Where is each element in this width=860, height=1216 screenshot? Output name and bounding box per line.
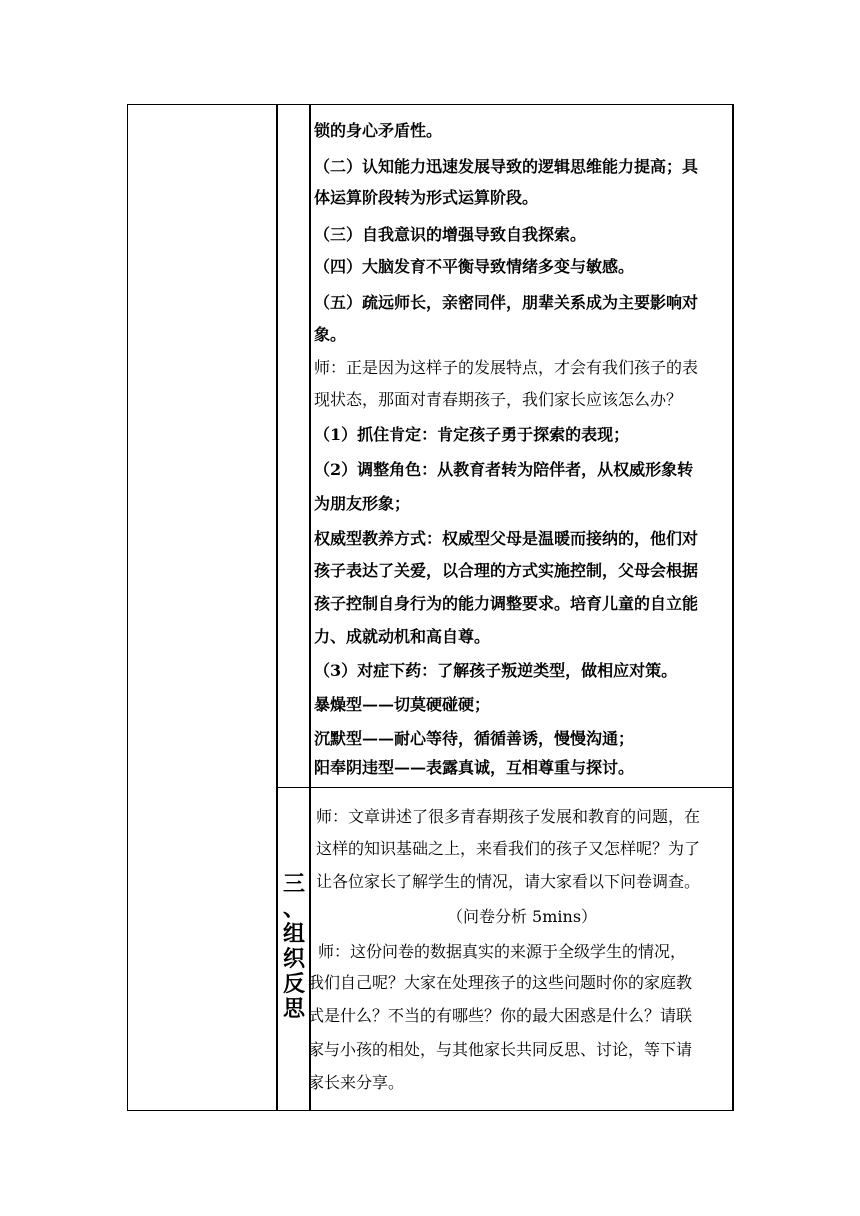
text-line: 师：文章讲述了很多青春期孩子发展和教育的问题，在 (316, 807, 701, 826)
text-line: 锁的身心矛盾性。 (314, 121, 443, 140)
text-line: 孩子控制自身行为的能力调整要求。培育儿童的自立能 (314, 594, 699, 613)
col-divider-1 (276, 104, 278, 1111)
col-divider-2 (309, 104, 311, 1111)
text-line: 为朋友形象； (314, 494, 411, 513)
text-line: （问卷分析 5mins） (446, 907, 598, 926)
text-line: 力、成就动机和高自尊。 (314, 627, 491, 646)
text-line: （2）调整角色：从教育者转为陪伴者，从权威形象转 (314, 460, 694, 479)
section-title-char: 反 (282, 972, 305, 997)
text-line: 家与小孩的相处，与其他家长共同反思、讨论，等下请 (308, 1040, 693, 1059)
text-line: 式是什么？不当的有哪些？你的最大困惑是什么？请联 (308, 1006, 693, 1025)
section-title-char: 组 (282, 922, 305, 947)
text-line: 沉默型——耐心等待，循循善诱，慢慢沟通； (314, 729, 635, 748)
text-line: 孩子表达了关爱，以合理的方式实施控制，父母会根据 (314, 561, 699, 580)
section-title-char: 三 (282, 872, 305, 897)
text-line: 暴燥型——切莫硬碰硬； (314, 695, 491, 714)
section-title-char: 思 (282, 997, 305, 1022)
text-line: （3）对症下药：了解孩子叛逆类型，做相应对策。 (314, 661, 678, 680)
text-line: 我们自己呢？大家在处理孩子的这些问题时你的家庭教 (308, 973, 693, 992)
table-right-border (732, 104, 734, 1111)
text-line: 权威型教养方式：权威型父母是温暖而接纳的，他们对 (314, 529, 699, 548)
table-top-border (127, 104, 734, 105)
section-title-char: 织 (282, 947, 305, 972)
table-left-border (127, 104, 128, 1111)
section-title-char: 、 (282, 897, 305, 922)
table-bottom-border (127, 1110, 734, 1111)
text-line: 这样的知识基础之上，来看我们的孩子又怎样呢？为了 (316, 839, 701, 858)
text-line: （五）疏远师长，亲密同伴，朋辈关系成为主要影响对 (314, 293, 699, 312)
text-line: 让各位家长了解学生的情况，请大家看以下问卷调查。 (316, 872, 701, 891)
text-line: 家长来分享。 (308, 1073, 405, 1092)
row-divider (276, 787, 734, 788)
text-line: 体运算阶段转为形式运算阶段。 (314, 188, 539, 207)
text-line: 师：正是因为这样子的发展特点，才会有我们孩子的表 (314, 358, 699, 377)
text-line: 师：这份问卷的数据真实的来源于全级学生的情况， (318, 942, 687, 961)
text-line: （二）认知能力迅速发展导致的逻辑思维能力提高；具 (314, 157, 699, 176)
text-line: 象。 (314, 325, 347, 344)
text-line: （三）自我意识的增强导致自我探索。 (314, 225, 587, 244)
text-line: 阳奉阴违型——表露真诚，互相尊重与探讨。 (314, 758, 635, 777)
text-line: （1）抓住肯定：肯定孩子勇于探索的表现； (314, 425, 630, 444)
text-line: （四）大脑发育不平衡导致情绪多变与敏感。 (314, 257, 635, 276)
section-title (279, 872, 309, 1022)
text-line: 现状态，那面对青春期孩子，我们家长应该怎么办？ (314, 390, 683, 409)
